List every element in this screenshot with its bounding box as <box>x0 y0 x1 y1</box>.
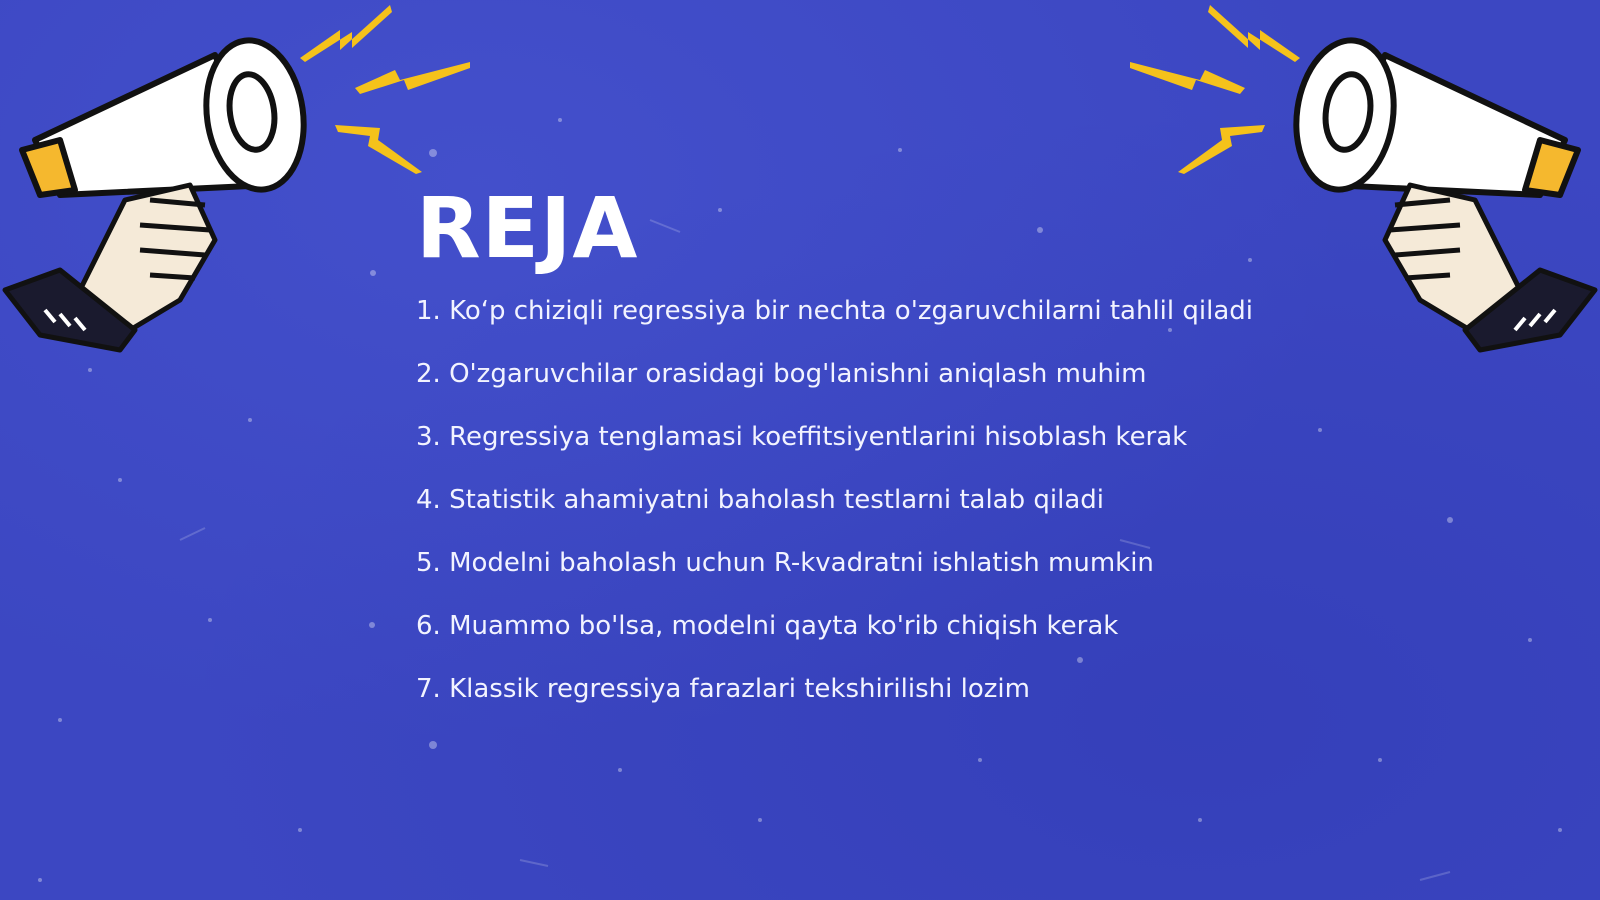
plan-item-7: 7. Klassik regressiya farazlari tekshirilishi lozim <box>416 674 1030 704</box>
slide-title: REJA <box>416 179 639 277</box>
plan-item-6: 6. Muammo bo'lsa, modelni qayta ko'rib chiqish kerak <box>416 611 1119 641</box>
lightning-bolt-icon <box>300 5 470 174</box>
plan-item-1: 1. Ko‘p chiziqli regressiya bir nechta o'zgaruvchilarni tahlil qiladi <box>416 296 1254 326</box>
plan-list <box>416 293 1296 734</box>
plan-item-4: 4. Statistik ahamiyatni baholash testlarni talab qiladi <box>416 485 1104 515</box>
lightning-bolt-icon <box>1130 5 1300 174</box>
plan-item-2: 2. O'zgaruvchilar orasidagi bog'lanishni aniqlash muhim <box>416 359 1147 389</box>
plan-item-5: 5. Modelni baholash uchun R-kvadratni ishlatish mumkin <box>416 548 1154 578</box>
plan-item-3: 3. Regressiya tenglamasi koeffitsiyentlarini hisoblash kerak <box>416 422 1188 452</box>
